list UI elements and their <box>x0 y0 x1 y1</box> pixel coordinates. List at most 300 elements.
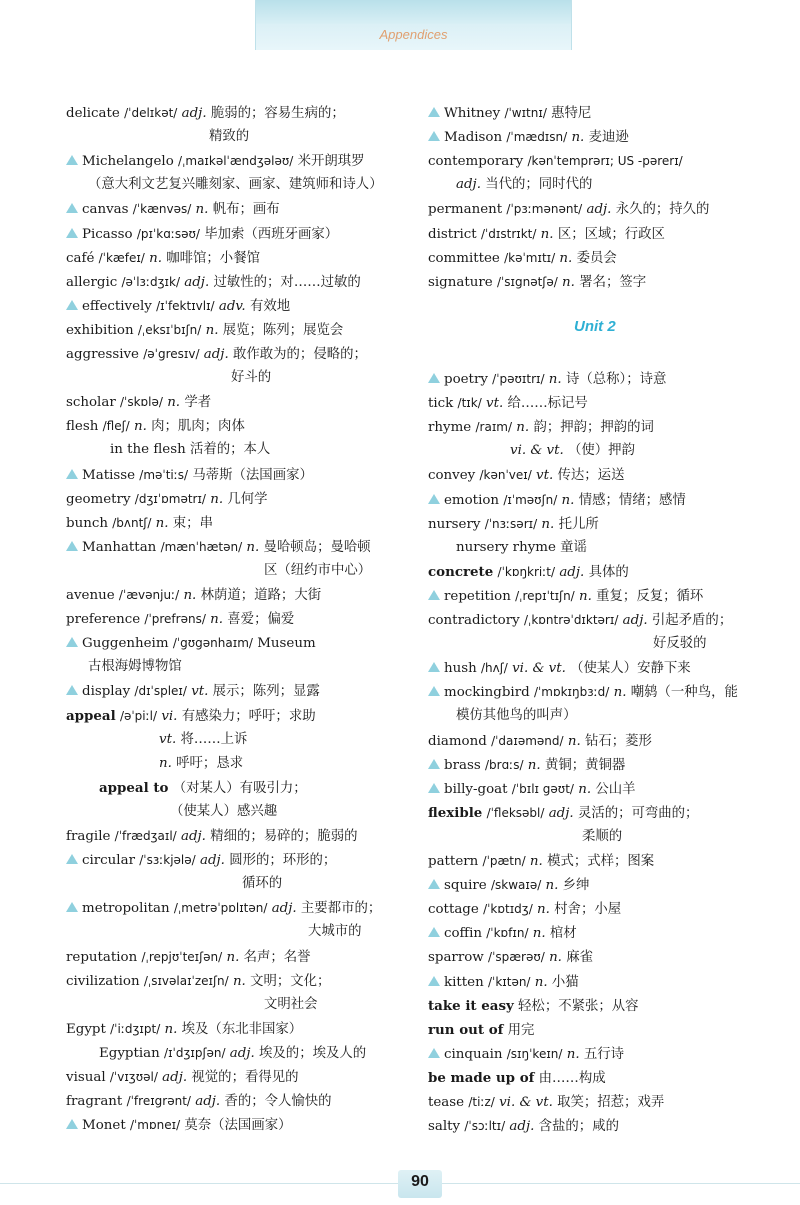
headword: convey <box>428 468 476 484</box>
triangle-marker-icon <box>428 927 440 937</box>
phonetic: /ˈfrædʒaɪl/ <box>114 829 177 843</box>
definition: 名声；名誉 <box>243 949 311 965</box>
triangle-marker-icon <box>66 469 78 479</box>
definition: 展示；陈列；显露 <box>212 684 320 700</box>
vocab-line <box>428 611 732 630</box>
definition: （使某人）安静下来 <box>570 661 691 677</box>
triangle-marker-icon <box>66 300 78 310</box>
definition: 肉；肌肉；肉体 <box>151 419 245 435</box>
phonetic: /ˈmɒneɪ/ <box>129 1118 181 1133</box>
vocab-line <box>170 803 277 821</box>
part-of-speech: adj. <box>509 1119 535 1135</box>
triangle-marker-icon <box>428 373 440 383</box>
headword: canvas <box>82 202 129 218</box>
headword: café <box>66 250 95 266</box>
part-of-speech: vi. <box>161 708 178 724</box>
definition: 钻石；菱形 <box>584 733 652 749</box>
vocab-line <box>428 394 588 413</box>
part-of-speech: vi. & vt. <box>512 661 566 677</box>
headword: contradictory <box>428 613 520 628</box>
definition: 脆弱的；容易生病的； <box>210 106 345 121</box>
definition: 委员会 <box>576 250 617 266</box>
phonetic: /brɑːs/ <box>484 757 524 772</box>
definition: 永久的；持久的 <box>615 202 710 218</box>
part-of-speech: adj. <box>548 805 574 821</box>
part-of-speech: n. <box>561 492 575 508</box>
part-of-speech: n. <box>149 250 162 266</box>
definition: 诗（总称）；诗意 <box>565 372 667 387</box>
definition: 圆形的；环形的； <box>229 853 337 869</box>
vocab-line <box>66 899 381 918</box>
phonetic: /ˈkæfeɪ/ <box>98 250 145 265</box>
phonetic: /ˈfreɪgrənt/ <box>126 1094 191 1109</box>
definition: 韵；押韵；押韵的词 <box>533 420 654 436</box>
vocab-line <box>428 683 738 702</box>
triangle-marker-icon <box>428 686 440 696</box>
definition: 文明社会 <box>264 996 318 1012</box>
phonetic: /əˈgresɪv/ <box>143 347 200 361</box>
headword: mockingbird <box>444 685 530 701</box>
headword: run out of <box>428 1021 504 1038</box>
vocab-line <box>510 442 635 460</box>
headword: Whitney <box>444 106 501 121</box>
vocab-line <box>66 393 211 412</box>
part-of-speech: adj. <box>195 1094 221 1110</box>
headword: Matisse <box>82 467 136 483</box>
part-of-speech: adj. <box>162 1070 188 1085</box>
headword: tease <box>428 1095 465 1110</box>
vocab-line <box>264 562 371 580</box>
vocab-line <box>66 586 321 605</box>
vocab-line <box>428 225 665 244</box>
vocab-line <box>99 1044 366 1063</box>
definition: 束；串 <box>172 515 213 531</box>
definition: 传达；运送 <box>557 468 625 484</box>
vocab-line <box>66 1020 302 1039</box>
headword: billy-goat <box>444 781 508 797</box>
part-of-speech: n. <box>516 420 530 436</box>
definition: 麻雀 <box>566 950 593 966</box>
definition: 轻松；不紧张；从容 <box>518 998 639 1014</box>
phonetic: /məˈtiːs/ <box>139 467 189 482</box>
vocab-line <box>66 1068 299 1087</box>
headword: visual <box>66 1070 106 1085</box>
definition: 香的；令人愉快的 <box>224 1094 332 1110</box>
definition: （使某人）感兴趣 <box>170 803 278 819</box>
part-of-speech: adj. <box>203 347 229 362</box>
part-of-speech: n. <box>529 854 543 869</box>
phonetic: /ɪˈdʒɪpʃən/ <box>164 1045 226 1060</box>
triangle-marker-icon <box>428 1048 440 1058</box>
part-of-speech: n. <box>164 1021 178 1037</box>
phonetic: /kənˈtemprərɪ; US -pərerɪ/ <box>527 154 683 169</box>
part-of-speech: vt. <box>159 731 177 747</box>
phonetic: /ˈdaɪəmənd/ <box>491 733 564 748</box>
triangle-marker-icon <box>428 131 440 141</box>
part-of-speech: n. <box>548 372 562 387</box>
vocab-line <box>428 128 629 147</box>
headword: nursery <box>428 516 481 532</box>
headword: kitten <box>444 974 484 990</box>
phonetic: /ˈgʊgənhaɪm/ <box>172 636 253 651</box>
definition: 喜爱；偏爱 <box>227 612 295 628</box>
vocab-line <box>66 610 294 629</box>
definition: 柔顺的 <box>582 828 623 844</box>
definition: 嘲鸫（一种鸟，能 <box>630 685 738 701</box>
part-of-speech: n. <box>232 973 246 989</box>
definition: Museum <box>257 636 316 652</box>
headword: coffin <box>444 926 482 942</box>
part-of-speech: adj. <box>586 202 612 218</box>
headword: delicate <box>66 106 120 121</box>
definition: 黄铜；黄铜器 <box>544 757 626 773</box>
part-of-speech: adj. <box>199 853 225 869</box>
phonetic: /tiːz/ <box>468 1095 495 1109</box>
triangle-marker-icon <box>66 637 78 647</box>
headword: fragile <box>66 829 111 844</box>
definition: 敢作敢为的；侵略的； <box>232 347 367 362</box>
part-of-speech: n. <box>226 949 240 965</box>
part-of-speech: adj. <box>622 613 648 628</box>
part-of-speech: adj. <box>181 106 207 121</box>
phonetic: /ˈsɔːltɪ/ <box>464 1119 506 1134</box>
headword: emotion <box>444 492 500 508</box>
definition: 情感；情绪；感情 <box>578 492 686 508</box>
definition: 含盐的；咸的 <box>538 1119 619 1135</box>
definition: 精细的；易碎的；脆弱的 <box>210 829 358 844</box>
headword: Manhattan <box>82 539 157 555</box>
vocab-line <box>428 780 636 799</box>
triangle-marker-icon <box>66 155 78 165</box>
vocab-line <box>456 176 592 194</box>
phonetic: /əˈpiːl/ <box>119 708 158 723</box>
headword: poetry <box>444 372 488 387</box>
part-of-speech: adj. <box>456 177 481 193</box>
vocab-line <box>653 635 707 653</box>
vocab-line <box>428 659 691 678</box>
phonetic: /ˈfleksəbl/ <box>486 805 545 820</box>
phonetic: /ˈævənjuː/ <box>118 588 180 602</box>
headword: circular <box>82 853 135 869</box>
vocab-line <box>428 876 589 895</box>
phonetic: /raɪm/ <box>475 420 513 435</box>
vocab-line <box>110 441 270 459</box>
definition: 重复；反复；循环 <box>596 588 704 604</box>
part-of-speech: n. <box>195 202 209 218</box>
vocab-line <box>159 755 243 773</box>
definition: 将……上诉 <box>180 731 248 747</box>
vocab-line <box>88 176 383 194</box>
definition: 有感染力；呼吁；求助 <box>181 708 316 724</box>
vocab-line <box>456 707 577 725</box>
vocab-line <box>428 924 577 943</box>
part-of-speech: n. <box>133 419 147 435</box>
phonetic: /dɪˈspleɪ/ <box>134 684 187 699</box>
triangle-marker-icon <box>66 685 78 695</box>
phonetic: /ˈskɒlə/ <box>120 395 163 410</box>
part-of-speech: vi. & vt. <box>510 443 564 459</box>
headword: appeal to <box>99 779 169 796</box>
phonetic: /ˈkɒŋkriːt/ <box>497 564 556 579</box>
definition: 给……标记号 <box>507 396 588 412</box>
part-of-speech: vi. & vt. <box>499 1095 553 1110</box>
triangle-marker-icon <box>428 107 440 117</box>
headword: in the flesh <box>110 442 186 458</box>
headword: appeal <box>66 707 116 724</box>
headword: salty <box>428 1119 461 1135</box>
phonetic: /ˈpɜːmənənt/ <box>506 202 583 217</box>
phonetic: /ɪˈməʊʃn/ <box>503 492 558 507</box>
phonetic: /ˈpəʊɪtrɪ/ <box>492 372 545 386</box>
headword: committee <box>428 250 500 266</box>
phonetic: /ˈprefrəns/ <box>144 612 206 627</box>
vocab-line <box>428 1045 624 1064</box>
vocab-line <box>66 827 358 846</box>
definition: 大城市的 <box>308 924 362 940</box>
headword: be made up of <box>428 1069 535 1086</box>
triangle-marker-icon <box>428 879 440 889</box>
headword: Egyptian <box>99 1045 160 1061</box>
part-of-speech: n. <box>559 250 573 266</box>
vocab-line <box>66 273 361 292</box>
vocab-line <box>66 538 371 557</box>
phonetic: /ˈnɜːsərɪ/ <box>484 516 538 531</box>
part-of-speech: n. <box>562 274 575 290</box>
vocab-line <box>66 466 313 485</box>
vocab-line <box>66 152 365 171</box>
headword: nursery rhyme <box>456 539 556 555</box>
part-of-speech: adj. <box>180 829 206 844</box>
vocab-line <box>428 587 703 606</box>
headword: aggressive <box>66 347 139 362</box>
triangle-marker-icon <box>428 783 440 793</box>
vocab-line <box>159 731 247 749</box>
phonetic: /ˈdelɪkət/ <box>124 106 178 120</box>
definition: 林荫道；道路；大街 <box>200 588 322 603</box>
vocab-line <box>66 321 343 340</box>
phonetic: /ɪˈfektɪvlɪ/ <box>156 298 215 313</box>
phonetic: /ˈkɒfɪn/ <box>486 926 529 941</box>
definition: 呼吁；恳求 <box>176 755 244 771</box>
headword: brass <box>444 757 481 773</box>
phonetic: /hʌʃ/ <box>481 661 508 676</box>
part-of-speech: adj. <box>559 564 585 580</box>
vocab-line <box>66 707 316 726</box>
headword: district <box>428 226 477 242</box>
definition: 具体的 <box>588 564 629 580</box>
phonetic: /bʌntʃ/ <box>112 515 152 530</box>
headword: preference <box>66 612 141 628</box>
definition: 乡绅 <box>562 878 590 894</box>
part-of-speech: n. <box>155 515 169 531</box>
vocab-line <box>428 370 666 389</box>
headword: geometry <box>66 491 131 507</box>
definition: 学者 <box>184 395 212 411</box>
vocab-line <box>66 1092 332 1111</box>
definition: 曼哈顿岛；曼哈顿 <box>263 539 371 555</box>
vocab-line <box>231 369 271 387</box>
phonetic: /ˈsɜːkjələ/ <box>139 853 196 868</box>
part-of-speech: n. <box>205 322 219 338</box>
headword: take it easy <box>428 997 514 1014</box>
headword: civilization <box>66 973 140 989</box>
headword: pattern <box>428 854 479 869</box>
phonetic: /ˈkɪtən/ <box>487 974 531 989</box>
vocab-line <box>428 563 629 582</box>
part-of-speech: n. <box>210 612 224 628</box>
definition: 当代的；同时代的 <box>485 177 593 193</box>
part-of-speech: n. <box>527 757 541 773</box>
part-of-speech: adj. <box>271 901 297 917</box>
definition: 托儿所 <box>558 516 599 532</box>
headword: hush <box>444 661 477 677</box>
headword: tick <box>428 396 454 412</box>
headword: sparrow <box>428 950 484 966</box>
phonetic: /ˈkænvəs/ <box>132 202 192 217</box>
phonetic: /dʒɪˈɒmətrɪ/ <box>134 491 206 506</box>
unit-title: Unit 2 <box>574 318 616 335</box>
vocab-line <box>428 515 599 534</box>
definition: 惠特尼 <box>551 106 592 121</box>
vocab-line <box>66 200 280 219</box>
definition: 公山羊 <box>595 781 636 797</box>
header-band <box>255 0 572 50</box>
phonetic: /ˌrepjʊˈteɪʃən/ <box>141 949 223 964</box>
vocab-line <box>66 297 290 316</box>
vocab-line <box>209 128 249 146</box>
headword: allergic <box>66 274 118 290</box>
definition: 米开朗琪罗 <box>297 154 365 170</box>
definition: 毕加索（西班牙画家） <box>204 226 339 242</box>
vocab-line <box>428 1021 534 1040</box>
definition: 模式；式样；图案 <box>547 854 655 869</box>
definition: 村舍；小屋 <box>554 902 622 918</box>
definition: 小猫 <box>551 974 579 990</box>
vocab-line <box>66 851 336 870</box>
definition: 展览；陈列；展览会 <box>222 322 344 338</box>
vocab-line <box>428 852 654 871</box>
phonetic: /ˈvɪʒʊəl/ <box>109 1070 158 1084</box>
part-of-speech: n. <box>579 588 592 604</box>
part-of-speech: vt. <box>486 396 504 412</box>
headword: squire <box>444 878 487 894</box>
part-of-speech: n. <box>549 950 562 966</box>
headword: diamond <box>428 733 487 749</box>
phonetic: /ˈwɪtnɪ/ <box>504 106 547 120</box>
phonetic: /fleʃ/ <box>102 419 130 434</box>
phonetic: /ˌrepɪˈtɪʃn/ <box>515 588 575 603</box>
vocab-line <box>428 900 621 919</box>
headword: metropolitan <box>82 901 170 917</box>
part-of-speech: adj. <box>229 1045 255 1061</box>
vocab-line <box>242 875 282 893</box>
definition: 署名；签字 <box>579 274 647 290</box>
headword: rhyme <box>428 420 472 436</box>
triangle-marker-icon <box>66 902 78 912</box>
definition: 帆布；画布 <box>212 202 280 218</box>
headword: fragrant <box>66 1094 123 1110</box>
definition: 有效地 <box>249 298 291 314</box>
vocab-line <box>428 997 639 1016</box>
vocab-line <box>428 152 683 171</box>
part-of-speech: n. <box>183 588 197 603</box>
vocab-line <box>428 200 709 219</box>
vocab-line <box>428 973 579 992</box>
vocab-line <box>66 490 268 509</box>
vocab-line <box>66 634 316 653</box>
triangle-marker-icon <box>66 854 78 864</box>
triangle-marker-icon <box>66 203 78 213</box>
definition: 童谣 <box>560 539 587 555</box>
part-of-speech: vt. <box>536 468 554 484</box>
headword: repetition <box>444 588 511 604</box>
part-of-speech: adv. <box>218 298 246 314</box>
part-of-speech: n. <box>532 926 546 942</box>
vocab-line <box>428 948 593 967</box>
vocab-line <box>66 417 245 436</box>
triangle-marker-icon <box>428 662 440 672</box>
definition: 取笑；招惹；戏弄 <box>557 1095 665 1110</box>
headword: signature <box>428 274 493 290</box>
vocab-line <box>428 249 617 268</box>
part-of-speech: n. <box>541 516 555 532</box>
definition: 精致的 <box>209 129 250 145</box>
definition: 咖啡馆；小餐馆 <box>166 250 260 266</box>
vocab-line <box>308 923 362 941</box>
definition: 五行诗 <box>583 1046 625 1062</box>
definition: 棺材 <box>549 926 577 942</box>
triangle-marker-icon <box>428 759 440 769</box>
phonetic: /ˈkɒtɪdʒ/ <box>483 902 533 917</box>
vocab-line <box>428 466 624 485</box>
headword: permanent <box>428 202 503 218</box>
phonetic: /kəˈmɪtɪ/ <box>504 250 556 265</box>
page-number: 90 <box>411 1173 429 1190</box>
headword: cottage <box>428 902 479 918</box>
definition: 活着的；本人 <box>189 442 271 458</box>
vocab-line <box>66 225 338 244</box>
triangle-marker-icon <box>66 1119 78 1129</box>
headword: Guggenheim <box>82 636 169 652</box>
part-of-speech: n. <box>540 226 554 242</box>
vocab-line <box>66 514 213 533</box>
headword: Picasso <box>82 226 133 242</box>
part-of-speech: n. <box>534 974 548 990</box>
vocab-line <box>428 104 591 123</box>
definition: 文明；文化； <box>250 973 331 989</box>
definition: 循环的 <box>242 876 283 892</box>
part-of-speech: n. <box>159 755 172 771</box>
vocab-line <box>582 828 622 846</box>
definition: 埃及的；埃及人的 <box>259 1045 367 1061</box>
definition: （使）押韵 <box>568 443 635 459</box>
phonetic: /skwaɪə/ <box>490 878 542 893</box>
part-of-speech: n. <box>545 878 559 894</box>
headword: cinquain <box>444 1046 503 1062</box>
vocab-line <box>66 249 260 268</box>
phonetic: /tɪk/ <box>457 396 482 411</box>
definition: 模仿其他鸟的叫声） <box>456 708 577 724</box>
headword: contemporary <box>428 154 524 170</box>
headword: Monet <box>82 1118 126 1134</box>
part-of-speech: n. <box>578 781 592 797</box>
headword: bunch <box>66 515 108 531</box>
vocab-line <box>428 1117 619 1136</box>
vocab-line <box>428 418 654 437</box>
phonetic: /əˈlɜːdʒɪk/ <box>121 274 180 289</box>
headword: Madison <box>444 130 503 146</box>
definition: 用完 <box>507 1022 535 1038</box>
